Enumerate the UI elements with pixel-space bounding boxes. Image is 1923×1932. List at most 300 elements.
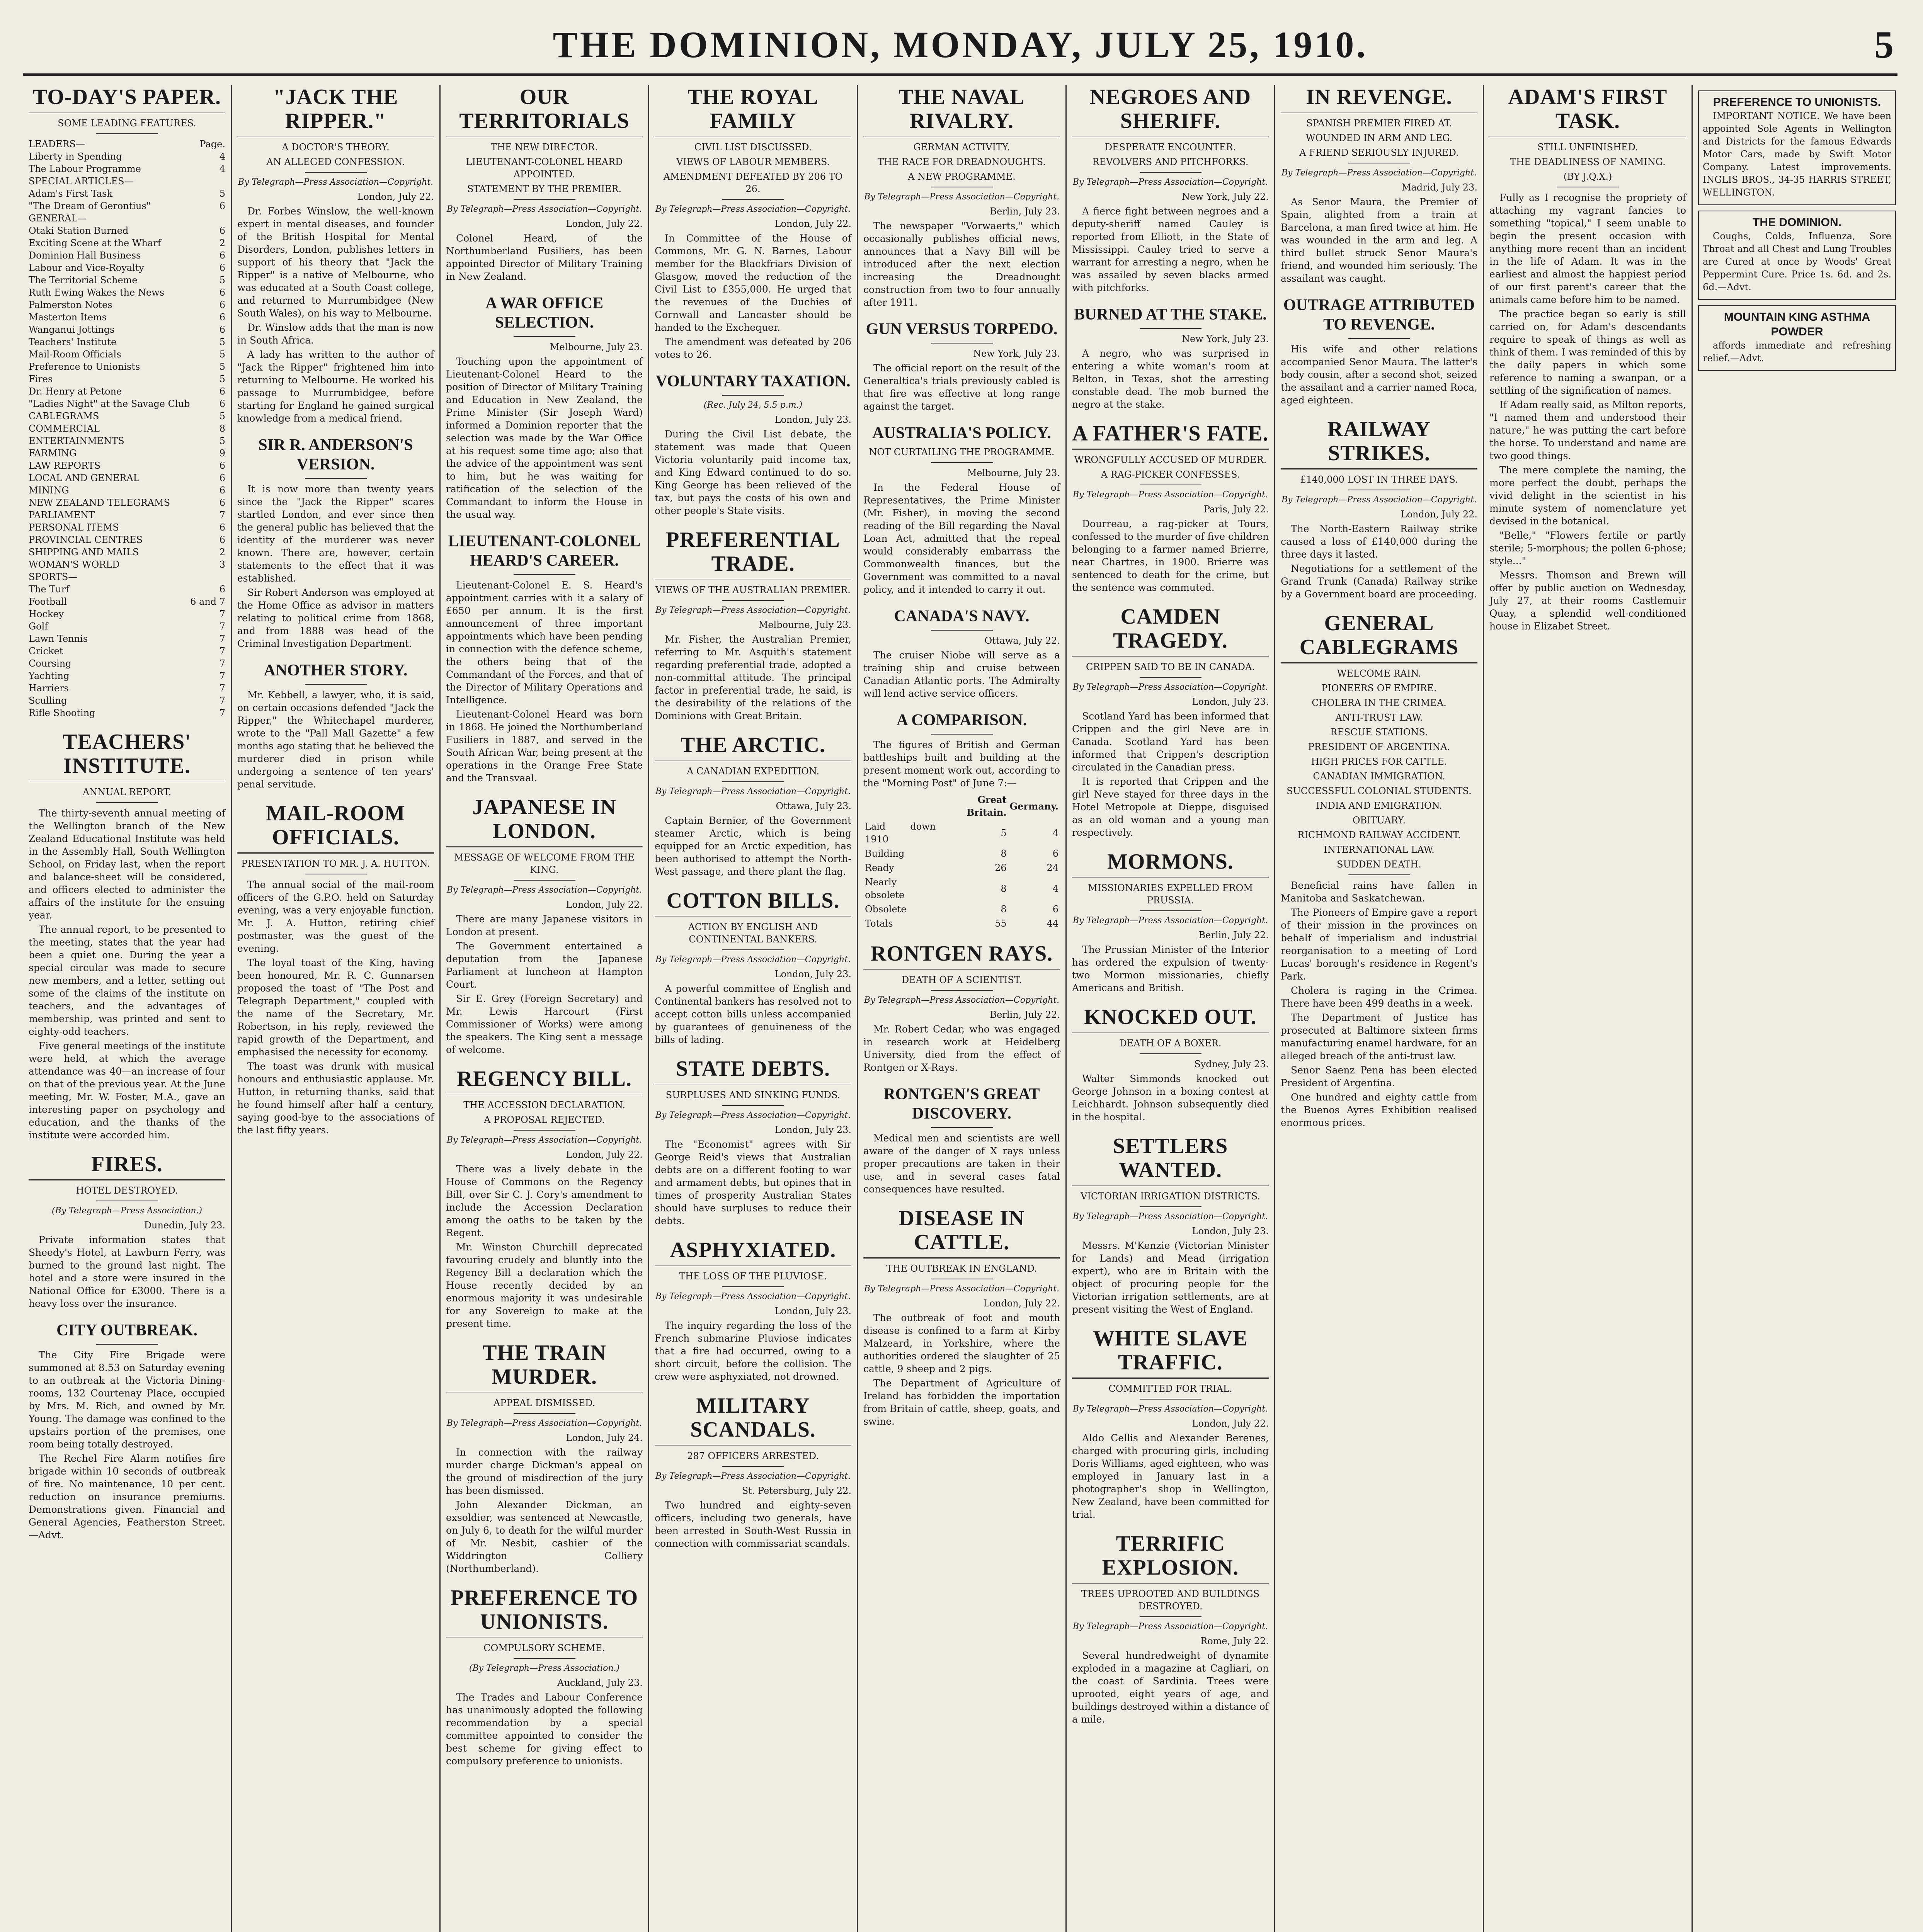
paragraph: Mr. Winston Churchill deprecated favouring crudely and bluntly into the Regency Bill a declaration which the House recently decided by an enormous majority it was undesirable for any Sovereign to make at the present time. [446, 1242, 643, 1329]
wire-credit: By Telegraph—Press Association—Copyright. [655, 1111, 851, 1120]
paragraph: The toast was drunk with musical honours and enthusiastic applause. Mr. Hutton, in returning thanks, said that he found himself after half a century, saying good-bye to the associations of the last fifty years. [237, 1061, 434, 1136]
contents-row [29, 608, 225, 620]
table-cell: 8 [1001, 904, 1007, 915]
contents-page: 5 [219, 188, 225, 199]
contents-page: 6 [219, 386, 225, 397]
dateline: London, July 22. [566, 218, 643, 229]
contents-row [29, 361, 225, 373]
article-subheading: INDIA AND EMIGRATION. [1316, 800, 1442, 811]
paragraph: A fierce fight between negroes and a deputy-sheriff named Cauley is reported from Elliott, in the State of Mississippi. Cauley tried to serve a warrant for arresting a negro, when he was assailed by seven blacks armed with pitchforks. [1072, 206, 1269, 293]
article [863, 85, 1060, 309]
contents-item: Ruth Ewing Wakes the News [29, 287, 165, 298]
paragraph: Mr. Fisher, the Australian Premier, referring to Mr. Asquith's statement regarding preferential trade, adopted a non-committal attitude. The principal factor in preferential trade, he said, is the desirability of the relations of the Dominions with Great Britain. [655, 634, 851, 721]
article [29, 85, 225, 719]
contents-page: Page. [199, 139, 225, 150]
article-subheading: A FRIEND SERIOUSLY INJURED. [1299, 147, 1459, 158]
dateline: Sydney, July 23. [1194, 1059, 1269, 1070]
contents-row [29, 472, 225, 484]
section-rule [1140, 1616, 1201, 1617]
contents-page: 2 [219, 238, 225, 248]
wire-credit: By Telegraph—Press Association—Copyright. [1281, 168, 1477, 178]
table-header-cell [863, 793, 937, 820]
paragraph: Dourreau, a rag-picker at Tours, confessed to the murder of five children belonging to a farmer named Brierre, near Chartres, in 1900. Brierre was sentenced to death for the crime, but the sentence was commuted. [1072, 518, 1269, 593]
article-subheading: SURPLUSES AND SINKING FUNDS. [665, 1090, 841, 1100]
section-rule [1140, 1206, 1201, 1207]
contents-item: Exciting Scene at the Wharf [29, 238, 161, 248]
contents-item: Hockey [29, 609, 64, 619]
article-headline: JAPANESE IN LONDON. [446, 795, 643, 847]
contents-item: PERSONAL ITEMS [29, 522, 119, 533]
wire-credit: By Telegraph—Press Association—Copyright. [446, 885, 642, 895]
contents-page: 7 [219, 670, 225, 681]
contents-row [29, 262, 225, 274]
contents-row [29, 323, 225, 336]
wire-credit: By Telegraph—Press Association—Copyright. [864, 192, 1060, 202]
contents-item: SPORTS— [29, 571, 78, 582]
contents-item: Coursing [29, 658, 71, 669]
contents-item: PARLIAMENT [29, 510, 95, 520]
contents-item: COMMERCIAL [29, 423, 100, 434]
contents-item: Otaki Station Burned [29, 225, 129, 236]
contents-item: PROVINCIAL CENTRES [29, 534, 143, 545]
contents-page: 6 [219, 299, 225, 310]
paragraph: Walter Simmonds knocked out George Johnson in a boxing contest at Leichhardt. Johnson subsequently died in the hospital. [1072, 1073, 1269, 1122]
article-subheading: WRONGFULLY ACCUSED OF MURDER. [1074, 454, 1267, 465]
article [863, 320, 1060, 413]
article-subheading: ACTION BY ENGLISH AND CONTINENTAL BANKERS. [688, 922, 818, 945]
article-subheading: THE ACCESSION DECLARATION. [463, 1100, 625, 1111]
wire-credit: By Telegraph—Press Association—Copyright. [655, 605, 851, 615]
article [863, 607, 1060, 700]
contents-item: Masterton Items [29, 312, 107, 323]
contents-row [29, 398, 225, 410]
wire-credit: By Telegraph—Press Association—Copyright. [1072, 177, 1268, 187]
paragraph: The annual social of the mail-room officers of the G.P.O. held on Saturday evening, was a very enjoyable function. Mr. J. A. Hutton, retiring chief postmaster, was the guest of the evening. [237, 879, 434, 954]
article-subheading: ANOTHER STORY. [264, 662, 408, 679]
contents-page: 6 [219, 250, 225, 261]
contents-row [29, 670, 225, 682]
wire-credit: By Telegraph—Press Association—Copyright. [864, 1284, 1060, 1294]
dateline: Berlin, July 23. [990, 206, 1060, 217]
section-rule [1348, 338, 1410, 339]
contents-item: The Labour Programme [29, 163, 141, 174]
article-subheading: VOLUNTARY TAXATION. [655, 372, 851, 390]
article [1489, 85, 1686, 633]
dateline: London, July 22. [983, 1298, 1060, 1309]
article-headline: "JACK THE RIPPER." [237, 85, 434, 137]
table-cell: 44 [1047, 918, 1059, 929]
dateline: Rome, July 22. [1200, 1636, 1269, 1646]
article [655, 1057, 851, 1227]
contents-row [29, 299, 225, 311]
article-subheading: WOUNDED IN ARM AND LEG. [1305, 133, 1453, 143]
table-cell: 8 [1001, 848, 1007, 859]
contents-page: 8 [219, 423, 225, 434]
contents-item: Sculling [29, 695, 67, 706]
contents-page: 4 [219, 151, 225, 162]
contents-item: Adam's First Task [29, 188, 113, 199]
article-subheading: MESSAGE OF WELCOME FROM THE KING. [454, 852, 635, 875]
article-subheading: THE NEW DIRECTOR. [491, 142, 598, 153]
contents-item: Preference to Unionists [29, 361, 140, 372]
paragraph: Negotiations for a settlement of the Grand Trunk (Canada) Railway strike by a Government board are proceeding. [1281, 563, 1477, 600]
advertisement-text: IMPORTANT NOTICE. We have been appointed Sole Agents in Wellington and Districts for the famous Edwards Motor Cars, made by Swift Motor Company. Latest improvements. INGLIS BROS., 34-35 HARRIS STREET, WELLINGTON. [1703, 111, 1891, 198]
article-subheading: CANADA'S NAVY. [894, 607, 1030, 625]
paragraph: During the Civil List debate, the statement was made that Queen Victoria voluntarily paid income tax, and King Edward continued to do so. King George has been relieved of the tax, but pays the costs of his own and other people's State visits. [655, 429, 851, 516]
article-subheading: MISSIONARIES EXPELLED FROM PRUSSIA. [1088, 883, 1253, 906]
contents-item: ENTERTAINMENTS [29, 435, 124, 446]
article-subheading: THE OUTBREAK IN ENGLAND. [886, 1263, 1037, 1274]
article [446, 85, 643, 283]
wire-credit: By Telegraph—Press Association—Copyright. [1281, 495, 1477, 505]
wire-credit: By Telegraph—Press Association—Copyright. [655, 1471, 851, 1481]
article [1072, 422, 1269, 594]
contents-page: 6 [219, 522, 225, 533]
article-subheading: VIEWS OF LABOUR MEMBERS. [676, 156, 830, 167]
paragraph: Sir Robert Anderson was employed at the Home Office as advisor in matters relating to political crime from 1868, and from 1888 was head of the Criminal Investigation Department. [237, 587, 434, 649]
article [446, 1341, 643, 1575]
table-cell: 4 [1052, 883, 1059, 894]
paragraph: Scotland Yard has been informed that Crippen and the girl Neve are in Canada. Scotland Yard has been informed that Crippen's description circulated in the Canadian press. [1072, 711, 1269, 773]
contents-row [29, 521, 225, 534]
paragraph: Cholera is raging in the Crimea. There have been 499 deaths in a week. [1281, 985, 1477, 1009]
section-rule [514, 574, 575, 575]
contents-page: 6 [219, 312, 225, 323]
article-headline: SETTLERS WANTED. [1072, 1134, 1269, 1186]
article-subheading: DESPERATE ENCOUNTER. [1104, 142, 1236, 153]
article-subheading: REVOLVERS AND PITCHFORKS. [1092, 156, 1249, 167]
contents-row [29, 200, 225, 212]
article-headline: OUR TERRITORIALS [446, 85, 643, 137]
contents-page: 6 [219, 485, 225, 496]
article-headline: ADAM'S FIRST TASK. [1489, 85, 1686, 137]
contents-page: 6 [219, 497, 225, 508]
contents-page: 5 [219, 275, 225, 286]
contents-item: "Ladies Night" at the Savage Club [29, 398, 190, 409]
article-subheading: APPEAL DISMISSED. [493, 1398, 596, 1408]
contents-row [29, 484, 225, 497]
table-row [863, 875, 1060, 902]
table-cell: Ready [865, 862, 894, 873]
article-headline: DISEASE IN CATTLE. [863, 1206, 1060, 1259]
article [655, 889, 851, 1046]
table-cell: Totals [865, 918, 893, 929]
contents-row [29, 595, 225, 608]
section-rule [1140, 1399, 1201, 1400]
paragraph: Messrs. Thomson and Brewn will offer by public auction on Wednesday, July 27, at their rooms Castlemuir Quay, a splendid well-conditioned house in Elizabet Street. [1489, 570, 1686, 632]
wire-credit: (By Telegraph—Press Association.) [51, 1206, 203, 1216]
paragraph: Five general meetings of the institute were held, at which the average attendance was 40—an increase of four on that of the previous year. At the June meeting, Mr. W. Foster, M.A., gave an interesting paper on psychology and education, and the thanks of the institute were accorded him. [29, 1040, 225, 1141]
article-subheading: CANADIAN IMMIGRATION. [1313, 771, 1445, 782]
dateline: London, July 22. [1192, 1418, 1269, 1429]
contents-page: 5 [219, 337, 225, 347]
paragraph: A powerful committee of English and Continental bankers has resolved not to accept cotton bills unless accompanied by guarantees of genuineness of the bills of lading. [655, 983, 851, 1045]
article-headline: REGENCY BILL. [446, 1067, 643, 1095]
paragraph: The annual report, to be presented to the meeting, states that the year had been a quiet one. During the year a special circular was made to secure new members, and a letter, setting out some of the claims of the institute on teachers, and the advantages of membership, was printed and sent to eighty-odd teachers. [29, 924, 225, 1037]
paragraph: Colonel Heard, of the Northumberland Fusiliers, has been appointed Director of Military Training in New Zealand. [446, 233, 643, 282]
contents-row [29, 509, 225, 521]
dateline: Berlin, July 22. [990, 1009, 1060, 1020]
article [655, 733, 851, 878]
dateline: New York, July 22. [1182, 191, 1269, 202]
section-rule [514, 880, 575, 881]
paragraph: The cruiser Niobe will serve as a training ship and cruise between Canadian Atlantic ports. The Admiralty will lend active service officers. [863, 650, 1060, 699]
contents-row [29, 459, 225, 472]
wire-credit: By Telegraph—Press Association—Copyright. [864, 995, 1060, 1005]
contents-item: LEADERS— [29, 139, 85, 150]
article-subheading: NOT CURTAILING THE PROGRAMME. [869, 447, 1055, 457]
contents-page: 3 [219, 559, 225, 570]
table-row [863, 902, 1060, 917]
article-subheading: ANNUAL REPORT. [83, 787, 171, 798]
table-row [863, 861, 1060, 875]
article-subheading: AUSTRALIA'S POLICY. [872, 424, 1051, 442]
article [655, 1394, 851, 1550]
paragraph: There are many Japanese visitors in London at present. [446, 913, 643, 937]
article-subheading: CIVIL LIST DISCUSSED. [694, 142, 812, 153]
article-subheading: RICHMOND RAILWAY ACCIDENT. [1297, 830, 1461, 840]
dateline: London, July 24. [566, 1432, 643, 1443]
paragraph: A negro, who was surprised in entering a white woman's room at Belton, in Texas, shot the arresting constable dead. The mob burned the negro at the stake. [1072, 348, 1269, 410]
contents-item: SPECIAL ARTICLES— [29, 176, 134, 187]
article [863, 942, 1060, 1074]
article-headline: KNOCKED OUT. [1072, 1005, 1269, 1033]
article-headline: MORMONS. [1072, 850, 1269, 878]
contents-row [29, 385, 225, 398]
article-subheading: DEATH OF A SCIENTIST. [901, 975, 1022, 985]
contents-row [29, 348, 225, 361]
contents-item: The Territorial Scheme [29, 275, 138, 286]
section-rule [931, 990, 993, 991]
paragraph: It is reported that Crippen and the girl Neve stayed for three days in the Hotel Metropole at Dieppe, disguised as an old woman and a young man respectively. [1072, 776, 1269, 838]
article-subheading: 287 OFFICERS ARRESTED. [687, 1451, 819, 1461]
contents-row [29, 682, 225, 694]
article-headline: STATE DEBTS. [655, 1057, 851, 1085]
contents-page: 7 [219, 695, 225, 706]
newspaper-title: THE DOMINION, MONDAY, JULY 25, 1910. [553, 24, 1368, 65]
article-subheading: DEATH OF A BOXER. [1119, 1038, 1222, 1049]
column-6 [1067, 85, 1275, 1932]
article [655, 85, 851, 361]
section-rule [96, 1344, 158, 1345]
table-cell: 6 [1052, 848, 1059, 859]
article [237, 85, 434, 425]
dateline: Madrid, July 23. [1401, 182, 1477, 193]
article [863, 423, 1060, 596]
article-subheading: SPANISH PREMIER FIRED AT. [1306, 118, 1452, 129]
dateline: Berlin, July 22. [1198, 930, 1269, 940]
section-rule [722, 781, 784, 782]
section-rule [514, 336, 575, 337]
contents-page: 6 [219, 460, 225, 471]
contents-row [29, 633, 225, 645]
article-subheading: OUTRAGE ATTRIBUTED TO REVENGE. [1283, 296, 1475, 333]
advertisement-title: MOUNTAIN KING ASTHMA POWDER [1724, 311, 1870, 338]
paragraph: Senor Saenz Pena has been elected President of Argentina. [1281, 1065, 1477, 1088]
article [655, 528, 851, 722]
wire-credit: By Telegraph—Press Association—Copyright. [238, 177, 434, 187]
article-subheading: LIEUTENANT-COLONEL HEARD'S CAREER. [448, 532, 641, 570]
wire-credit: By Telegraph—Press Association—Copyright. [1072, 916, 1268, 925]
article-subheading: THE RACE FOR DREADNOUGHTS. [878, 156, 1046, 167]
article [446, 1586, 643, 1767]
article-headline: THE TRAIN MURDER. [446, 1341, 643, 1393]
article-subheading: A RAG-PICKER CONFESSES. [1101, 469, 1240, 480]
section-rule [931, 630, 993, 631]
contents-row [29, 497, 225, 509]
article-subheading: COMPULSORY SCHEME. [483, 1643, 605, 1653]
section-rule [931, 343, 993, 344]
article [863, 1085, 1060, 1196]
paragraph: "Belle," "Flowers fertile or partly sterile; 5-morphous; the pollen 6-phose; style..." [1489, 530, 1686, 566]
table-cell: Obsolete [865, 904, 907, 915]
contents-page: 6 [219, 324, 225, 335]
article-subheading: WELCOME RAIN. [1337, 668, 1421, 679]
section-rule [514, 1658, 575, 1659]
paragraph: The mere complete the naming, the more perfect the doubt, perhaps the vivid delight in the scientist in his minute system of nomenclature yet devised in the botanical. [1489, 464, 1686, 527]
contents-item: GENERAL— [29, 213, 87, 224]
article-subheading: RESCUE STATIONS. [1330, 727, 1428, 738]
paragraph: A lady has written to the author of "Jack the Ripper" frightened him into returning to Melbourne. He worked his passage to Murrumbidgee, before starting for England he gained surgical knowledge from a medical friend. [237, 349, 434, 424]
article-headline: FIRES. [29, 1152, 225, 1180]
table-cell: 5 [1001, 827, 1007, 838]
article-subheading: A WAR OFFICE SELECTION. [485, 294, 603, 332]
article-subheading: TREES UPROOTED AND BUILDINGS DESTROYED. [1081, 1588, 1260, 1612]
article [1072, 1134, 1269, 1316]
article-subheading: THE LOSS OF THE PLUVIOSE. [679, 1271, 827, 1282]
article-subheading: A PROPOSAL REJECTED. [484, 1114, 605, 1125]
article-headline: RAILWAY STRIKES. [1281, 417, 1477, 469]
article-subheading: A NEW PROGRAMME. [908, 171, 1016, 182]
contents-item: FARMING [29, 448, 77, 459]
section-rule [722, 949, 784, 950]
advertisement [1698, 211, 1896, 300]
wire-credit: By Telegraph—Press Association—Copyright. [1072, 1622, 1268, 1631]
contents-item: The Turf [29, 584, 70, 595]
table-cell: 4 [1052, 827, 1059, 838]
article-subheading: PIONEERS OF EMPIRE. [1321, 683, 1437, 694]
article-headline: COTTON BILLS. [655, 889, 851, 917]
column-2 [232, 85, 441, 1932]
table-header-cell: Germany. [1009, 800, 1059, 812]
article-headline: THE ARCTIC. [655, 733, 851, 761]
contents-item: Football [29, 596, 67, 607]
contents-row [29, 150, 225, 163]
article [446, 1067, 643, 1330]
article-subheading: AMENDMENT DEFEATED BY 206 TO 26. [663, 171, 843, 194]
advertisement-text: affords immediate and refreshing relief.—Advt. [1703, 340, 1891, 364]
article [1072, 1327, 1269, 1521]
contents-page: 7 [219, 621, 225, 632]
paragraph: His wife and other relations accompanied Senor Maura. The latter's body cousin, after a second shot, seized the assailant and a carrier named Roca, aged eighteen. [1281, 344, 1477, 406]
contents-item: Wanganui Jottings [29, 324, 115, 335]
advertisement [1698, 305, 1896, 371]
contents-row [29, 583, 225, 595]
dateline: St. Petersburg, July 22. [742, 1485, 851, 1496]
wire-credit: By Telegraph—Press Association—Copyright. [655, 787, 851, 796]
contents-row [29, 534, 225, 546]
article-subheading: CITY OUTBREAK. [56, 1321, 197, 1339]
section-rule [1140, 328, 1201, 329]
article [1281, 296, 1477, 406]
section-rule [931, 1127, 993, 1128]
article [446, 294, 643, 521]
contents-row [29, 175, 225, 187]
contents-item: Dominion Hall Business [29, 250, 141, 261]
section-rule [1140, 1053, 1201, 1054]
article-subheading: AN ALLEGED CONFESSION. [266, 156, 405, 167]
article-subheading: OBITUARY. [1352, 815, 1406, 826]
contents-page: 5 [219, 349, 225, 360]
contents-row [29, 163, 225, 175]
column-8 [1484, 85, 1693, 1932]
section-rule [96, 802, 158, 803]
article [29, 1321, 225, 1541]
paragraph: The loyal toast of the King, having been honoured, Mr. R. C. Gunnarsen proposed the toast of "The Post and Telegraph Department," coupled with the name of the Secretary, Mr. Robertson, in his reply, reviewed the rapid growth of the Department, and emphasised the necessity for economy. [237, 957, 434, 1058]
article-subheading: VIEWS OF THE AUSTRALIAN PREMIER. [655, 585, 851, 595]
paragraph: As Senor Maura, the Premier of Spain, alighted from a train at Barcelona, a man fired twice at him. He was wounded in the arm and leg. A third bullet struck Senor Maura's friend, and wounded him seriously. The assailant was caught. [1281, 196, 1477, 284]
article-subheading: RONTGEN'S GREAT DISCOVERY. [883, 1085, 1040, 1122]
contents-page: 9 [219, 448, 225, 459]
paragraph: The Government entertained a deputation from the Japanese Parliament at luncheon at Hampton Court. [446, 940, 643, 990]
contents-item: CABLEGRAMS [29, 411, 99, 422]
table-cell: 6 [1052, 904, 1059, 915]
article [1072, 1532, 1269, 1726]
dateline: London, July 23. [1192, 696, 1269, 707]
contents-row [29, 286, 225, 299]
article [863, 1206, 1060, 1428]
article-headline: IN REVENGE. [1281, 85, 1477, 113]
contents-item: WOMAN'S WORLD [29, 559, 120, 570]
contents-item: Harriers [29, 683, 69, 694]
paragraph: Beneficial rains have fallen in Manitoba and Saskatchewan. [1281, 880, 1477, 904]
section-rule [722, 1286, 784, 1287]
article-headline: WHITE SLAVE TRAFFIC. [1072, 1327, 1269, 1379]
article-subheading: CHOLERA IN THE CRIMEA. [1312, 697, 1447, 708]
contents-item: NEW ZEALAND TELEGRAMS [29, 497, 170, 508]
contents-row [29, 571, 225, 583]
dateline: London, July 23. [774, 969, 851, 980]
paragraph: One hundred and eighty cattle from the Buenos Ayres Exhibition realised enormous prices. [1281, 1092, 1477, 1128]
section-rule [722, 1105, 784, 1106]
wire-credit: By Telegraph—Press Association—Copyright. [655, 204, 851, 214]
dateline: London, July 22. [1401, 509, 1477, 520]
paragraph: Dr. Winslow adds that the man is now in South Africa. [237, 322, 434, 346]
wire-credit: By Telegraph—Press Association—Copyright. [1072, 1404, 1268, 1414]
paragraph: In connection with the railway murder charge Dickman's appeal on the ground of misdirection of the jury has been dismissed. [446, 1447, 643, 1496]
article-subheading: A COMPARISON. [896, 711, 1027, 729]
paragraph: There was a lively debate in the House of Commons on the Regency Bill, over Sir C. J. Cory's amendment to include the Accession Declaration among the oaths to be taken by the Regent. [446, 1163, 643, 1238]
dateline: London, July 23. [774, 1124, 851, 1135]
section-rule [514, 1130, 575, 1131]
contents-page: 2 [219, 547, 225, 558]
contents-item: SHIPPING AND MAILS [29, 547, 139, 558]
wire-credit: By Telegraph—Press Association—Copyright. [655, 1292, 851, 1301]
article-headline: MAIL-ROOM OFFICIALS. [237, 801, 434, 854]
paragraph: Sir E. Grey (Foreign Secretary) and Mr. Lewis Harcourt (First Commissioner of Works) were among the speakers. The King sent a message of welcome. [446, 993, 643, 1055]
contents-row [29, 546, 225, 558]
article [29, 730, 225, 1141]
article-subheading: SUCCESSFUL COLONIAL STUDENTS. [1287, 786, 1472, 796]
paragraph: Messrs. M'Kenzie (Victorian Minister for Lands) and Mead (irrigation expert), who are in Britain with the object of procuring people for the Victorian irrigation settlements, are at present visiting the West of England. [1072, 1240, 1269, 1315]
paragraph: The figures of British and German battleships built and building at the present moment work out, according to the "Morning Post" of June 7:— [863, 739, 1060, 789]
contents-item: LOCAL AND GENERAL [29, 473, 140, 483]
paragraph: Medical men and scientists are well aware of the danger of X rays unless proper precautions are taken in their use, and in several cases fatal consequences have resulted. [863, 1133, 1060, 1195]
section-rule [1348, 874, 1410, 875]
column-1 [23, 85, 232, 1932]
page-number: 5 [1874, 23, 1894, 66]
columns-container [23, 85, 1901, 1932]
